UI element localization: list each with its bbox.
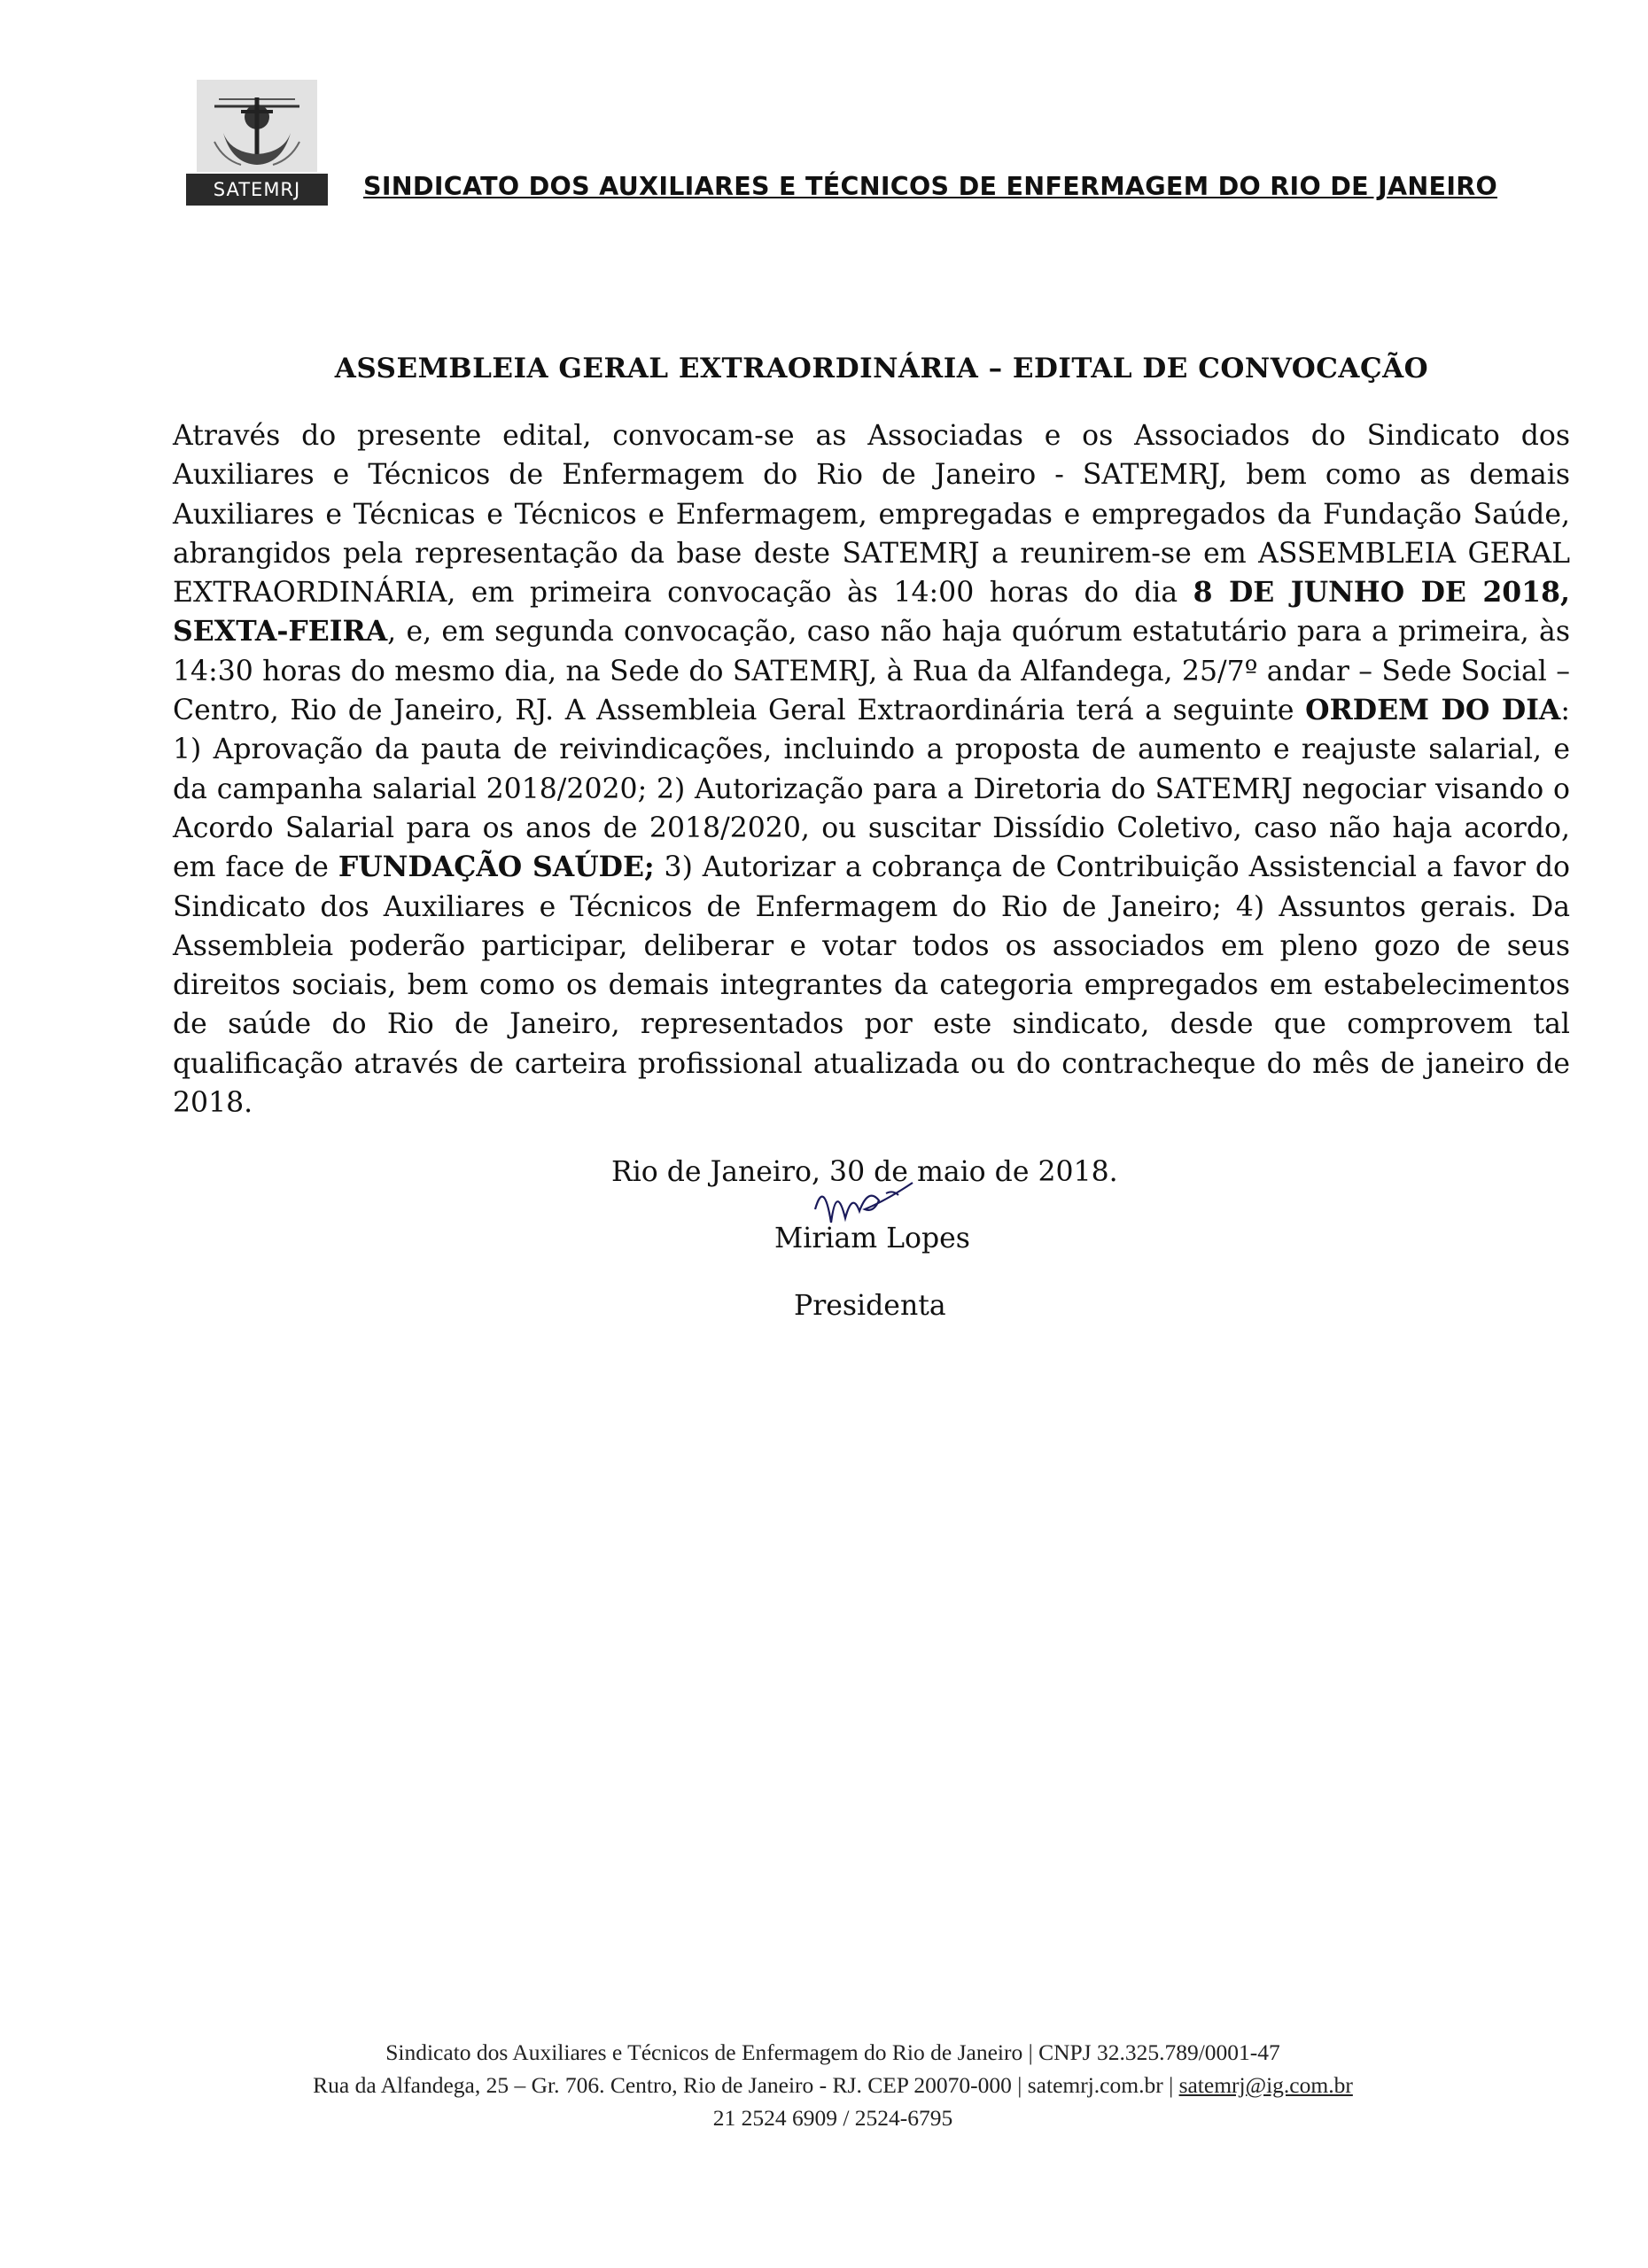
logo-wordmark: SATEMRJ bbox=[186, 174, 328, 206]
signatory-name: Miriam Lopes bbox=[774, 1223, 970, 1254]
footer-email-link[interactable]: satemrj@ig.com.br bbox=[1178, 2072, 1353, 2098]
place-date-line: Rio de Janeiro, 30 de maio de 2018. bbox=[611, 1156, 1118, 1188]
satemrj-logo bbox=[186, 80, 328, 207]
organization-title: SINDICATO DOS AUXILIARES E TÉCNICOS DE ENFERMAGEM DO RIO DE JANEIRO bbox=[363, 172, 1497, 201]
footer-address: Rua da Alfandega, 25 – Gr. 706. Centro, Rio de Janeiro - RJ. CEP 20070-000 | satemrj.com.br | bbox=[313, 2072, 1179, 2098]
footer-phones: 21 2524 6909 / 2524-6795 bbox=[712, 2105, 953, 2131]
body-text-4: 3) Autorizar a cobrança de Contribuição Assistencial a favor do Sindicato dos Auxiliares e Técnicos de Enfermagem do Rio de Janeiro; 4) Assuntos gerais. Da Assembleia poderão participar, deliberar e votar todos os associados em pleno gozo de seus direitos sociais, bem como os demais integrantes da categoria empregados em estabelecimentos de saúde do Rio de Janeiro, representados por este sindicato, desde que comprovem tal qualificação através de carteira profissional atualizada ou do contracheque do mês de janeiro de 2018. bbox=[173, 851, 1571, 1120]
agenda-emphasis: ORDEM DO DIA bbox=[1305, 694, 1561, 727]
meeting-date-emphasis: 8 DE JUNHO DE 2018, SEXTA-FEIRA bbox=[173, 576, 1570, 649]
nurse-hands-emblem-icon bbox=[197, 80, 317, 172]
body-text-3: : 1) Aprovação da pauta de reivindicações, incluindo a proposta de aumento e reajuste salarial, e da campanha salarial 2018/2020; 2) Autorização para a Diretoria do SATEMRJ negociar visando o Acordo Salarial para os anos de 2018/2020, ou suscitar Dissídio Coletivo, caso não haja acordo, em face de bbox=[173, 695, 1570, 884]
footer-contact bbox=[177, 2036, 1489, 2134]
letterhead bbox=[186, 80, 1568, 213]
footer-line-1: Sindicato dos Auxiliares e Técnicos de Enfermagem do Rio de Janeiro | CNPJ 32.325.789/0001-47 bbox=[385, 2039, 1280, 2065]
document-title: ASSEMBLEIA GERAL EXTRAORDINÁRIA – EDITAL DE CONVOCAÇÃO bbox=[334, 353, 1429, 384]
notice-body bbox=[173, 416, 1570, 1122]
signatory-role: Presidenta bbox=[794, 1290, 946, 1322]
body-text-2: , e, em segunda convocação, caso não haja quórum estatutário para a primeira, às 14:30 horas do mesmo dia, na Sede do SATEMRJ, à Rua da Alfandega, 25/7º andar – Sede Social – Centro, Rio de Janeiro, RJ. A Assembleia Geral Extraordinária terá a seguinte bbox=[173, 616, 1570, 727]
body-text-1: Através do presente edital, convocam-se as Associadas e os Associados do Sindicato dos Auxiliares e Técnicos de Enfermagem do Rio de Janeiro - SATEMRJ, bem como as demais Auxiliares e Técnicas e Técnicos e Enfermagem, empregadas e empregados da Fundação Saúde, abrangidos pela representação da base deste SATEMRJ a reunirem-se em ASSEMBLEIA GERAL EXTRAORDINÁRIA, em primeira convocação às 14:00 horas do dia bbox=[173, 420, 1570, 610]
counterparty-emphasis: FUNDAÇÃO SAÚDE; bbox=[338, 850, 655, 884]
footer-line-2 bbox=[177, 2069, 1489, 2101]
